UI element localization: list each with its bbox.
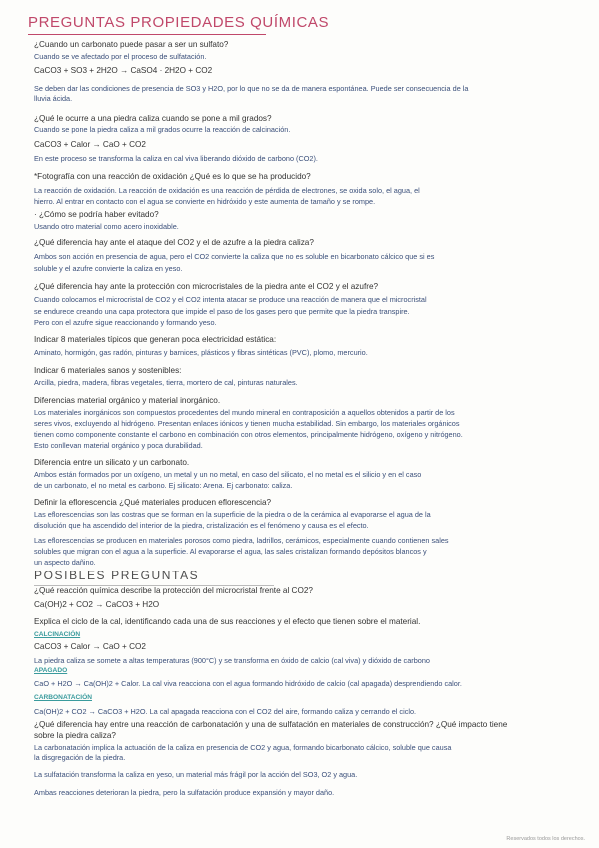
answer-line: La piedra caliza se somete a altas temperaturas (900°C) y se transforma en óxido de calcio (cal viva) y dióxido de carbono <box>34 656 430 665</box>
answer-line: Los materiales inorgánicos son compuestos procedentes del mundo mineral en contraposición a aquellos obtenidos a partir de los <box>34 408 455 417</box>
answer-line: Arcilla, piedra, madera, fibras vegetales, tierra, mortero de cal, pinturas naturales. <box>34 378 298 387</box>
answer-line: Usando otro material como acero inoxidable. <box>34 222 179 231</box>
question-line: ¿Qué le ocurre a una piedra caliza cuando se pone a mil grados? <box>34 114 272 123</box>
answer-line: disolución que ha ascendido del interior de la piedra, cristalización es el fenómeno y causa es el efecto. <box>34 521 369 530</box>
answer-line: tienen como componente constante el carbono en combinación con otros elementos, principalmente hidrógeno, oxígeno y nitrógeno. <box>34 430 463 439</box>
answer-line: un aspecto dañino. <box>34 558 96 567</box>
answer-line: Cuando se ve afectado por el proceso de sulfatación. <box>34 52 207 61</box>
question-line: CaCO3 + SO3 + 2H2O → CaSO4 · 2H2O + CO2 <box>34 66 213 75</box>
answer-line: Ambos están formados por un oxígeno, un metal y un no metal, en caso del silicato, el no metal es el silicio y en el caso <box>34 470 422 479</box>
answer-line: Se deben dar las condiciones de presencia de SO3 y H2O, por lo que no se da de manera espontánea. Puede ser consecuencia de la <box>34 84 469 93</box>
answer-line: Pero con el azufre sigue reaccionando y formando yeso. <box>34 318 217 327</box>
answer-line: CaO + H2O → Ca(OH)2 + Calor. La cal viva reacciona con el agua formando hidróxido de calcio (cal apagada) desprendiendo calor. <box>34 679 462 688</box>
answer-line: Ambos son acción en presencia de agua, pero el CO2 convierte la caliza que no es soluble en bicarbonato cálcico que si es <box>34 252 435 261</box>
question-line: Indicar 8 materiales típicos que generan poca electricidad estática: <box>34 335 277 344</box>
question-line: ¿Qué reacción química describe la protección del microcristal frente al CO2? <box>34 586 313 595</box>
title-underline <box>28 34 266 35</box>
question-line: Explica el ciclo de la cal, identificando cada una de sus reacciones y el efecto que tienen sobre el material. <box>34 617 421 626</box>
question-line: ¿Cuando un carbonato puede pasar a ser un sulfato? <box>34 40 229 49</box>
question-line: CaCO3 + Calor → CaO + CO2 <box>34 642 146 651</box>
question-line: ¿Qué diferencia hay ante el ataque del CO2 y el de azufre a la piedra caliza? <box>34 238 314 247</box>
answer-line: Las eflorescencias se producen en materiales porosos como piedra, ladrillos, cerámicos, especialmente cuando contienen sales <box>34 536 449 545</box>
answer-line: seres vivos, excluyendo al hidrógeno. Presentan enlaces iónicos y tienen mucha estabilidad. Sin embargo, los materiales orgánicos <box>34 419 460 428</box>
question-line: · ¿Cómo se podría haber evitado? <box>34 210 159 219</box>
answer-line: La sulfatación transforma la caliza en yeso, un material más frágil por la acción del SO3, O2 y agua. <box>34 770 358 779</box>
answer-line: Las eflorescencias son las costras que se forman en la superficie de la piedra o de la cerámica al evaporarse el agua de la <box>34 510 431 519</box>
answer-line: Esto conllevan material orgánico y poca durabilidad. <box>34 441 203 450</box>
answer-line: lluvia ácida. <box>34 94 73 103</box>
subheading: CARBONATACIÓN <box>34 694 92 701</box>
question-line: ¿Qué diferencia hay ante la protección con microcristales de la piedra ante el CO2 y el azufre? <box>34 282 379 291</box>
answer-line: En este proceso se transforma la caliza en cal viva liberando dióxido de carbono (CO2). <box>34 154 318 163</box>
watermark: Reservados todos los derechos. <box>506 836 585 842</box>
question-line: sobre la piedra caliza? <box>34 731 116 740</box>
question-line: Diferencias material orgánico y material inorgánico. <box>34 396 221 405</box>
question-line: Definir la eflorescencia ¿Qué materiales producen eflorescencia? <box>34 498 272 507</box>
answer-line: solubles que migran con el agua a la superficie. Al evaporarse el agua, las sales cristalizan formando depósitos blancos y <box>34 547 427 556</box>
section-heading: POSIBLES PREGUNTAS <box>34 571 200 580</box>
answer-line: de un carbonato, el no metal es carbono. Ej silicato: Arena. Ej carbonato: caliza. <box>34 481 293 490</box>
question-line: Indicar 6 materiales sanos y sostenibles: <box>34 366 182 375</box>
question-line: ¿Qué diferencia hay entre una reacción de carbonatación y una de sulfatación en materiales de construcción? ¿Qué impacto tiene <box>34 720 508 729</box>
answer-line: Cuando colocamos el microcristal de CO2 y el CO2 intenta atacar se produce una reacción de manera que el microcristal <box>34 295 427 304</box>
answer-line: La reacción de oxidación. La reacción de oxidación es una reacción de pérdida de electrones, se oxida solo, el agua, el <box>34 186 420 195</box>
answer-line: Aminato, hormigón, gas radón, pinturas y barnices, plásticos y fibras sintéticas (PVC), plomo, mercurio. <box>34 348 368 357</box>
question-line: CaCO3 + Calor → CaO + CO2 <box>34 140 146 149</box>
answer-line: Cuando se pone la piedra caliza a mil grados ocurre la reacción de calcinación. <box>34 125 291 134</box>
answer-line: se endurece creando una capa protectora que impide el paso de los gases pero que permite que la piedra transpire. <box>34 307 410 316</box>
answer-line: hierro. Al entrar en contacto con el agua se convierte en hidróxido y este aumenta de tamaño y se rompe. <box>34 197 376 206</box>
page-title: PREGUNTAS PROPIEDADES QUÍMICAS <box>28 14 330 31</box>
answer-line: soluble y el azufre convierte la caliza en yeso. <box>34 264 183 273</box>
subheading: APAGADO <box>34 667 68 674</box>
question-line: Ca(OH)2 + CO2 → CaCO3 + H2O <box>34 600 160 609</box>
question-line: *Fotografía con una reacción de oxidación ¿Qué es lo que se ha producido? <box>34 172 311 181</box>
answer-line: la disgregación de la piedra. <box>34 753 126 762</box>
question-line: Diferencia entre un silicato y un carbonato. <box>34 458 190 467</box>
answer-line: Ca(OH)2 + CO2 → CaCO3 + H2O. La cal apagada reacciona con el CO2 del aire, formando caliza y cerrando el ciclo. <box>34 707 417 716</box>
answer-line: Ambas reacciones deterioran la piedra, pero la sulfatación produce expansión y mayor daño. <box>34 788 335 797</box>
answer-line: La carbonatación implica la actuación de la caliza en presencia de CO2 y agua, formando bicarbonato cálcico, soluble que causa <box>34 743 452 752</box>
subheading: CALCINACIÓN <box>34 631 81 638</box>
